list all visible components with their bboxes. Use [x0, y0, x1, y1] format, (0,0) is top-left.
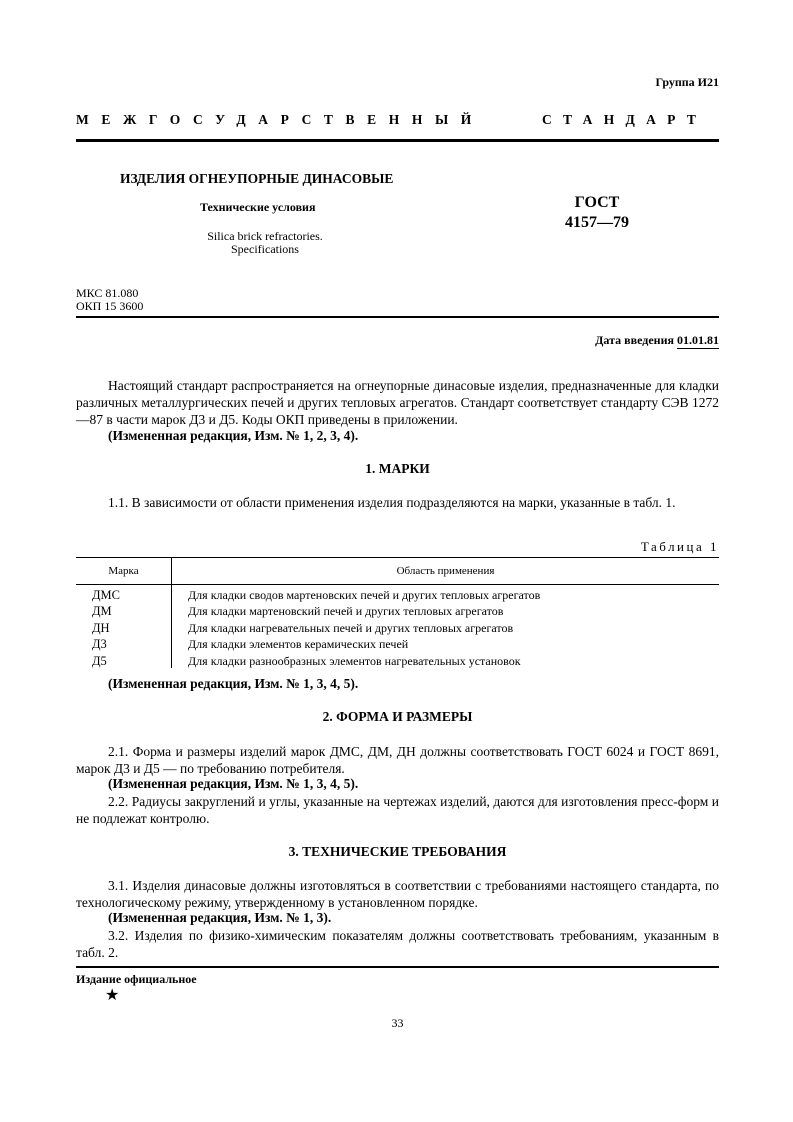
table-row	[76, 621, 719, 638]
table-header-application: Область применения	[396, 565, 495, 577]
section1-paragraph	[76, 494, 719, 511]
intro-date	[595, 333, 719, 348]
table-cell-grade: ДН	[92, 621, 110, 635]
table-row	[76, 637, 719, 654]
okp-code: ОКП 15 3600	[76, 299, 144, 313]
document-subtitle: Технические условия	[200, 200, 316, 214]
intro-date-value: 01.01.81	[677, 333, 719, 347]
header-interstate: МЕЖГОСУДАРСТВЕННЫЙ	[76, 112, 484, 127]
p1-1-text: 1.1. В зависимости от области применения изделия подразделяются на марки, указанные в табл. 1.	[108, 495, 676, 510]
section2-title: 2. ФОРМА И РАЗМЕРЫ	[322, 709, 473, 724]
p2-2-text: 2.2. Радиусы закруглений и углы, указанные на чертежах изделий, даются для изготовления пресс-форм и не подлежат контролю.	[76, 794, 719, 826]
table-top-rule	[76, 557, 719, 558]
group-code: Группа И21	[655, 75, 719, 89]
section3-paragraph-1	[76, 877, 719, 911]
table1-label: Таблица 1	[640, 539, 719, 554]
mks-code: МКС 81.080	[76, 286, 139, 300]
official-edition: Издание официальное	[76, 972, 197, 986]
section1-edit-note: (Измененная редакция, Изм. № 1, 3, 4, 5).	[108, 676, 359, 691]
section3-paragraph-2	[76, 927, 719, 961]
table-cell-application: Для кладки сводов мартеновских печей и других тепловых агрегатов	[188, 588, 541, 602]
intro-paragraph	[76, 377, 719, 428]
section2-paragraph-1	[76, 743, 719, 777]
section1-title: 1. МАРКИ	[365, 461, 430, 476]
table-header-grade: Марка	[108, 565, 139, 577]
table-cell-application: Для кладки нагревательных печей и других тепловых агрегатов	[188, 621, 514, 635]
english-title-line1: Silica brick refractories.	[207, 229, 323, 243]
p3-1-text: 3.1. Изделия динасовые должны изготовляться в соответствии с требованиями настоящего стандарта, по технологическому режиму, утвержденному в установленном порядке.	[76, 878, 719, 910]
section3-edit-note: (Измененная редакция, Изм. № 1, 3).	[108, 910, 332, 925]
intro-edit-note: (Измененная редакция, Изм. № 1, 2, 3, 4).	[108, 428, 359, 443]
table-cell-grade: Д5	[92, 654, 107, 668]
table-cell-application: Для кладки мартеновский печей и других тепловых агрегатов	[188, 604, 504, 618]
header-standard: СТАНДАРТ	[542, 112, 708, 127]
p3-2-text: 3.2. Изделия по физико-химическим показателям должны соответствовать требованиям, указанным в табл. 2.	[76, 928, 719, 960]
table-row	[76, 604, 719, 621]
intro-date-label: Дата введения	[595, 333, 674, 347]
star-icon: ★	[105, 985, 120, 1004]
p2-1-text: 2.1. Форма и размеры изделий марок ДМС, ДМ, ДН должны соответствовать ГОСТ 6024 и ГОСТ 8691, марок Д3 и Д5 — по требованию потребителя.	[76, 744, 719, 776]
document-title: ИЗДЕЛИЯ ОГНЕУПОРНЫЕ ДИНАСОВЫЕ	[120, 171, 394, 186]
codes-rule	[76, 316, 719, 318]
table-cell-application: Для кладки элементов керамических печей	[188, 637, 409, 651]
table-cell-grade: Д3	[92, 637, 107, 651]
table-cell-grade: ДМ	[92, 604, 112, 618]
table-header-rule	[76, 584, 719, 585]
english-title-line2: Specifications	[231, 242, 299, 256]
section3-title: 3. ТЕХНИЧЕСКИЕ ТРЕБОВАНИЯ	[288, 844, 507, 859]
header-rule	[76, 139, 719, 142]
section2-edit-note: (Измененная редакция, Изм. № 1, 3, 4, 5).	[108, 776, 359, 791]
table-cell-application: Для кладки разнообразных элементов нагревательных установок	[188, 654, 521, 668]
section2-paragraph-2	[76, 793, 719, 827]
gost-number: 4157—79	[565, 214, 629, 231]
table-row	[76, 588, 719, 605]
gost-label: ГОСТ	[574, 194, 620, 211]
table-cell-grade: ДМС	[92, 588, 120, 602]
page-number: 33	[391, 1016, 404, 1030]
intro-text: Настоящий стандарт распространяется на огнеупорные динасовые изделия, предназначенные для кладки различных металлургических печей и других тепловых агрегатов. Стандарт соответствует стандарту СЭВ 1272—87 в части марок Д3 и Д5. Коды ОКП приведены в приложении.	[76, 378, 719, 427]
table-row	[76, 654, 719, 671]
footer-rule	[76, 966, 719, 968]
